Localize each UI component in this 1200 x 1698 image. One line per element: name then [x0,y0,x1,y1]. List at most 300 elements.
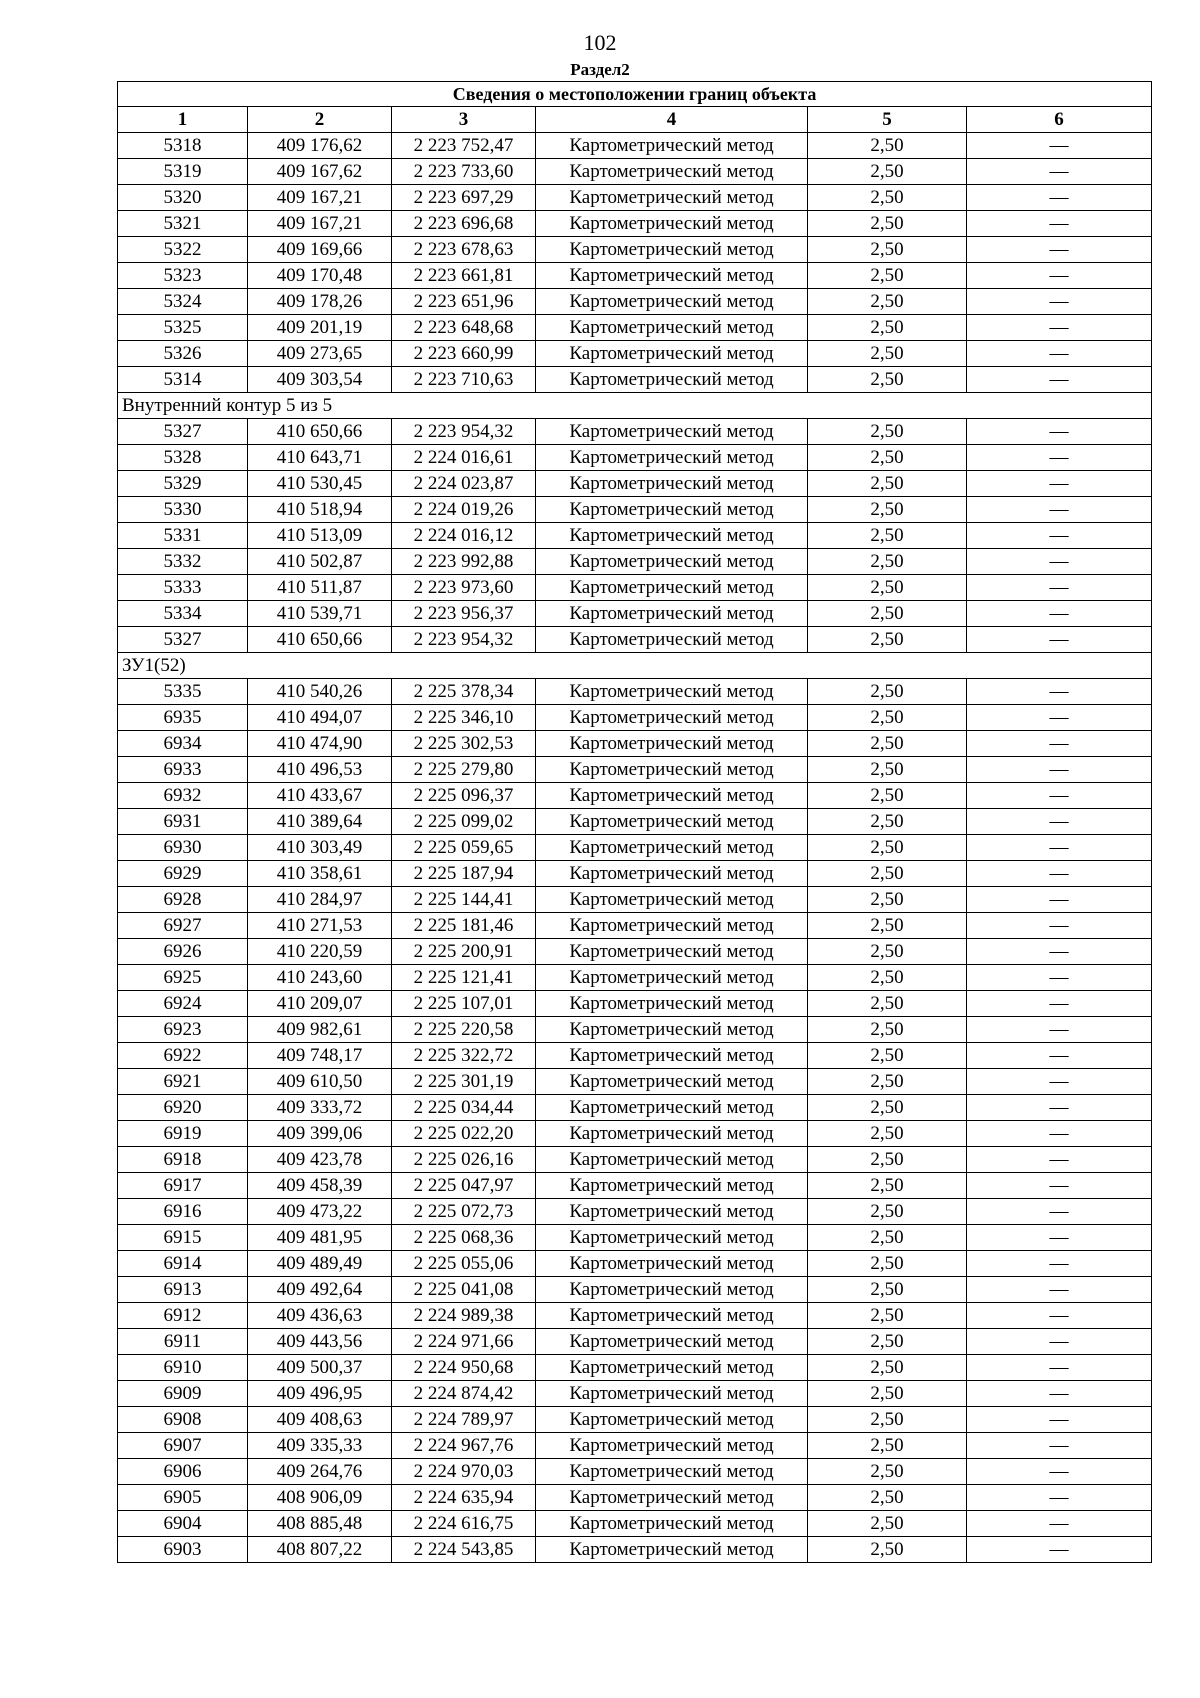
point-number-cell: 5330 [118,497,248,523]
method-cell: Картометрический метод [536,1043,808,1069]
x-coordinate-cell: 409 264,76 [248,1459,392,1485]
x-coordinate-cell: 410 502,87 [248,549,392,575]
method-cell: Картометрический метод [536,731,808,757]
note-cell: — [967,1173,1152,1199]
x-coordinate-cell: 409 167,62 [248,159,392,185]
note-cell: — [967,1251,1152,1277]
note-cell: — [967,705,1152,731]
accuracy-cell: 2,50 [808,1433,967,1459]
point-number-cell: 6935 [118,705,248,731]
note-cell: — [967,289,1152,315]
table-row [118,809,1152,835]
x-coordinate-cell: 409 408,63 [248,1407,392,1433]
method-cell: Картометрический метод [536,159,808,185]
y-coordinate-cell: 2 223 954,32 [392,627,536,653]
note-cell: — [967,939,1152,965]
method-cell: Картометрический метод [536,237,808,263]
point-number-cell: 5320 [118,185,248,211]
column-number: 6 [967,107,1152,133]
note-cell: — [967,341,1152,367]
method-cell: Картометрический метод [536,1355,808,1381]
y-coordinate-cell: 2 225 144,41 [392,887,536,913]
method-cell: Картометрический метод [536,523,808,549]
y-coordinate-cell: 2 225 059,65 [392,835,536,861]
y-coordinate-cell: 2 225 187,94 [392,861,536,887]
accuracy-cell: 2,50 [808,1199,967,1225]
table-row [118,289,1152,315]
point-number-cell: 5328 [118,445,248,471]
y-coordinate-cell: 2 224 019,26 [392,497,536,523]
point-number-cell: 6923 [118,1017,248,1043]
note-cell: — [967,523,1152,549]
table-row [118,991,1152,1017]
accuracy-cell: 2,50 [808,1329,967,1355]
note-cell: — [967,1069,1152,1095]
accuracy-cell: 2,50 [808,1121,967,1147]
accuracy-cell: 2,50 [808,991,967,1017]
point-number-cell: 6920 [118,1095,248,1121]
method-cell: Картометрический метод [536,1537,808,1563]
method-cell: Картометрический метод [536,913,808,939]
table-row [118,1121,1152,1147]
accuracy-cell: 2,50 [808,133,967,159]
note-cell: — [967,1381,1152,1407]
x-coordinate-cell: 409 748,17 [248,1043,392,1069]
x-coordinate-cell: 410 539,71 [248,601,392,627]
point-number-cell: 6908 [118,1407,248,1433]
point-number-cell: 6905 [118,1485,248,1511]
note-cell: — [967,211,1152,237]
x-coordinate-cell: 410 650,66 [248,419,392,445]
accuracy-cell: 2,50 [808,289,967,315]
y-coordinate-cell: 2 225 022,20 [392,1121,536,1147]
point-number-cell: 5331 [118,523,248,549]
y-coordinate-cell: 2 223 752,47 [392,133,536,159]
accuracy-cell: 2,50 [808,1303,967,1329]
accuracy-cell: 2,50 [808,939,967,965]
y-coordinate-cell: 2 223 992,88 [392,549,536,575]
note-cell: — [967,237,1152,263]
table-row [118,627,1152,653]
accuracy-cell: 2,50 [808,1381,967,1407]
y-coordinate-cell: 2 225 055,06 [392,1251,536,1277]
point-number-cell: 5332 [118,549,248,575]
point-number-cell: 6906 [118,1459,248,1485]
y-coordinate-cell: 2 225 107,01 [392,991,536,1017]
method-cell: Картометрический метод [536,341,808,367]
accuracy-cell: 2,50 [808,627,967,653]
y-coordinate-cell: 2 223 710,63 [392,367,536,393]
table-row [118,523,1152,549]
table-row [118,1537,1152,1563]
x-coordinate-cell: 410 474,90 [248,731,392,757]
x-coordinate-cell: 409 335,33 [248,1433,392,1459]
table-row [118,1017,1152,1043]
table-row [118,913,1152,939]
method-cell: Картометрический метод [536,315,808,341]
point-number-cell: 5334 [118,601,248,627]
accuracy-cell: 2,50 [808,1537,967,1563]
point-number-cell: 5321 [118,211,248,237]
table-row [118,185,1152,211]
table-row [118,1277,1152,1303]
method-cell: Картометрический метод [536,809,808,835]
x-coordinate-cell: 409 443,56 [248,1329,392,1355]
table-row [118,1147,1152,1173]
point-number-cell: 6927 [118,913,248,939]
point-number-cell: 6918 [118,1147,248,1173]
point-number-cell: 5323 [118,263,248,289]
accuracy-cell: 2,50 [808,887,967,913]
note-cell: — [967,1433,1152,1459]
note-cell: — [967,1277,1152,1303]
table-caption: Сведения о местоположении границ объекта [118,82,1152,107]
table-row [118,575,1152,601]
table-row [118,1043,1152,1069]
note-cell: — [967,1225,1152,1251]
accuracy-cell: 2,50 [808,1095,967,1121]
y-coordinate-cell: 2 224 016,12 [392,523,536,549]
x-coordinate-cell: 408 906,09 [248,1485,392,1511]
section-label-row [118,653,1152,679]
method-cell: Картометрический метод [536,575,808,601]
accuracy-cell: 2,50 [808,835,967,861]
x-coordinate-cell: 410 650,66 [248,627,392,653]
y-coordinate-cell: 2 223 697,29 [392,185,536,211]
point-number-cell: 6926 [118,939,248,965]
accuracy-cell: 2,50 [808,575,967,601]
point-number-cell: 6933 [118,757,248,783]
table-row [118,471,1152,497]
table-row [118,1511,1152,1537]
y-coordinate-cell: 2 223 648,68 [392,315,536,341]
table-row [118,861,1152,887]
accuracy-cell: 2,50 [808,965,967,991]
x-coordinate-cell: 409 489,49 [248,1251,392,1277]
note-cell: — [967,1303,1152,1329]
method-cell: Картометрический метод [536,601,808,627]
table-row [118,497,1152,523]
point-number-cell: 6912 [118,1303,248,1329]
method-cell: Картометрический метод [536,679,808,705]
table-row [118,445,1152,471]
method-cell: Картометрический метод [536,497,808,523]
table-row [118,835,1152,861]
method-cell: Картометрический метод [536,1329,808,1355]
x-coordinate-cell: 409 167,21 [248,185,392,211]
point-number-cell: 6925 [118,965,248,991]
method-cell: Картометрический метод [536,1433,808,1459]
y-coordinate-cell: 2 225 378,34 [392,679,536,705]
point-number-cell: 6911 [118,1329,248,1355]
table-row [118,211,1152,237]
note-cell: — [967,679,1152,705]
point-number-cell: 6922 [118,1043,248,1069]
x-coordinate-cell: 410 209,07 [248,991,392,1017]
section-label-row [118,393,1152,419]
table-row [118,887,1152,913]
table-row [118,549,1152,575]
method-cell: Картометрический метод [536,1303,808,1329]
y-coordinate-cell: 2 223 651,96 [392,289,536,315]
point-number-cell: 6934 [118,731,248,757]
method-cell: Картометрический метод [536,445,808,471]
note-cell: — [967,367,1152,393]
point-number-cell: 6924 [118,991,248,1017]
method-cell: Картометрический метод [536,991,808,1017]
note-cell: — [967,601,1152,627]
x-coordinate-cell: 409 178,26 [248,289,392,315]
method-cell: Картометрический метод [536,1459,808,1485]
y-coordinate-cell: 2 225 301,19 [392,1069,536,1095]
x-coordinate-cell: 408 807,22 [248,1537,392,1563]
method-cell: Картометрический метод [536,471,808,497]
note-cell: — [967,809,1152,835]
table-row [118,419,1152,445]
accuracy-cell: 2,50 [808,809,967,835]
table-row [118,1355,1152,1381]
method-cell: Картометрический метод [536,705,808,731]
point-number-cell: 5314 [118,367,248,393]
accuracy-cell: 2,50 [808,705,967,731]
point-number-cell: 6909 [118,1381,248,1407]
point-number-cell: 6917 [118,1173,248,1199]
method-cell: Картометрический метод [536,133,808,159]
accuracy-cell: 2,50 [808,315,967,341]
note-cell: — [967,1043,1152,1069]
point-number-cell: 6903 [118,1537,248,1563]
note-cell: — [967,471,1152,497]
table-row [118,1433,1152,1459]
table-row [118,1069,1152,1095]
method-cell: Картометрический метод [536,185,808,211]
method-cell: Картометрический метод [536,965,808,991]
table-row [118,965,1152,991]
x-coordinate-cell: 409 481,95 [248,1225,392,1251]
accuracy-cell: 2,50 [808,1407,967,1433]
x-coordinate-cell: 410 518,94 [248,497,392,523]
x-coordinate-cell: 410 271,53 [248,913,392,939]
note-cell: — [967,835,1152,861]
accuracy-cell: 2,50 [808,1069,967,1095]
method-cell: Картометрический метод [536,939,808,965]
note-cell: — [967,575,1152,601]
table-row [118,1173,1152,1199]
method-cell: Картометрический метод [536,1485,808,1511]
table-row [118,1329,1152,1355]
table-row [118,1381,1152,1407]
method-cell: Картометрический метод [536,367,808,393]
y-coordinate-cell: 2 225 096,37 [392,783,536,809]
accuracy-cell: 2,50 [808,341,967,367]
note-cell: — [967,627,1152,653]
section-label: ЗУ1(52) [118,653,1152,679]
accuracy-cell: 2,50 [808,523,967,549]
table-body [118,133,1152,1563]
y-coordinate-cell: 2 223 733,60 [392,159,536,185]
table-row [118,679,1152,705]
x-coordinate-cell: 410 496,53 [248,757,392,783]
x-coordinate-cell: 409 492,64 [248,1277,392,1303]
point-number-cell: 5326 [118,341,248,367]
accuracy-cell: 2,50 [808,159,967,185]
x-coordinate-cell: 409 982,61 [248,1017,392,1043]
column-number: 2 [248,107,392,133]
point-number-cell: 6929 [118,861,248,887]
accuracy-cell: 2,50 [808,1355,967,1381]
y-coordinate-cell: 2 225 220,58 [392,1017,536,1043]
point-number-cell: 6904 [118,1511,248,1537]
x-coordinate-cell: 410 511,87 [248,575,392,601]
method-cell: Картометрический метод [536,783,808,809]
y-coordinate-cell: 2 224 967,76 [392,1433,536,1459]
point-number-cell: 6928 [118,887,248,913]
y-coordinate-cell: 2 224 635,94 [392,1485,536,1511]
section-title: Раздел2 [570,60,630,79]
note-cell: — [967,1485,1152,1511]
x-coordinate-cell: 409 458,39 [248,1173,392,1199]
table-row [118,1485,1152,1511]
point-number-cell: 6931 [118,809,248,835]
column-number: 3 [392,107,536,133]
note-cell: — [967,1407,1152,1433]
method-cell: Картометрический метод [536,1407,808,1433]
accuracy-cell: 2,50 [808,211,967,237]
y-coordinate-cell: 2 223 678,63 [392,237,536,263]
y-coordinate-cell: 2 223 661,81 [392,263,536,289]
column-number: 5 [808,107,967,133]
accuracy-cell: 2,50 [808,185,967,211]
y-coordinate-cell: 2 225 034,44 [392,1095,536,1121]
y-coordinate-cell: 2 225 072,73 [392,1199,536,1225]
x-coordinate-cell: 410 540,26 [248,679,392,705]
note-cell: — [967,783,1152,809]
note-cell: — [967,1199,1152,1225]
method-cell: Картометрический метод [536,263,808,289]
method-cell: Картометрический метод [536,861,808,887]
section-label: Внутренний контур 5 из 5 [118,393,1152,419]
point-number-cell: 5319 [118,159,248,185]
note-cell: — [967,185,1152,211]
point-number-cell: 6913 [118,1277,248,1303]
x-coordinate-cell: 410 243,60 [248,965,392,991]
table-row [118,1095,1152,1121]
note-cell: — [967,315,1152,341]
method-cell: Картометрический метод [536,1277,808,1303]
table-row [118,263,1152,289]
accuracy-cell: 2,50 [808,783,967,809]
point-number-cell: 6907 [118,1433,248,1459]
note-cell: — [967,861,1152,887]
note-cell: — [967,1355,1152,1381]
y-coordinate-cell: 2 224 616,75 [392,1511,536,1537]
x-coordinate-cell: 409 423,78 [248,1147,392,1173]
note-cell: — [967,133,1152,159]
point-number-cell: 5318 [118,133,248,159]
method-cell: Картометрический метод [536,1095,808,1121]
x-coordinate-cell: 409 167,21 [248,211,392,237]
accuracy-cell: 2,50 [808,1147,967,1173]
table-row [118,1225,1152,1251]
x-coordinate-cell: 410 220,59 [248,939,392,965]
y-coordinate-cell: 2 223 956,37 [392,601,536,627]
note-cell: — [967,1329,1152,1355]
method-cell: Картометрический метод [536,1017,808,1043]
accuracy-cell: 2,50 [808,601,967,627]
method-cell: Картометрический метод [536,1251,808,1277]
y-coordinate-cell: 2 224 543,85 [392,1537,536,1563]
x-coordinate-cell: 409 436,63 [248,1303,392,1329]
x-coordinate-cell: 410 284,97 [248,887,392,913]
table-row [118,237,1152,263]
method-cell: Картометрический метод [536,289,808,315]
table-row [118,367,1152,393]
table-row [118,731,1152,757]
note-cell: — [967,887,1152,913]
accuracy-cell: 2,50 [808,237,967,263]
table-row [118,315,1152,341]
accuracy-cell: 2,50 [808,913,967,939]
method-cell: Картометрический метод [536,1069,808,1095]
y-coordinate-cell: 2 225 181,46 [392,913,536,939]
y-coordinate-cell: 2 224 989,38 [392,1303,536,1329]
x-coordinate-cell: 409 496,95 [248,1381,392,1407]
point-number-cell: 6910 [118,1355,248,1381]
y-coordinate-cell: 2 225 322,72 [392,1043,536,1069]
y-coordinate-cell: 2 225 200,91 [392,939,536,965]
y-coordinate-cell: 2 225 279,80 [392,757,536,783]
y-coordinate-cell: 2 224 950,68 [392,1355,536,1381]
accuracy-cell: 2,50 [808,471,967,497]
note-cell: — [967,263,1152,289]
note-cell: — [967,445,1152,471]
method-cell: Картометрический метод [536,419,808,445]
x-coordinate-cell: 409 333,72 [248,1095,392,1121]
y-coordinate-cell: 2 225 346,10 [392,705,536,731]
y-coordinate-cell: 2 225 068,36 [392,1225,536,1251]
point-number-cell: 5333 [118,575,248,601]
accuracy-cell: 2,50 [808,419,967,445]
method-cell: Картометрический метод [536,1225,808,1251]
y-coordinate-cell: 2 224 970,03 [392,1459,536,1485]
y-coordinate-cell: 2 223 696,68 [392,211,536,237]
point-number-cell: 6919 [118,1121,248,1147]
y-coordinate-cell: 2 224 874,42 [392,1381,536,1407]
point-number-cell: 5327 [118,627,248,653]
table-row [118,1407,1152,1433]
x-coordinate-cell: 410 433,67 [248,783,392,809]
accuracy-cell: 2,50 [808,367,967,393]
column-number: 1 [118,107,248,133]
x-coordinate-cell: 409 500,37 [248,1355,392,1381]
point-number-cell: 5327 [118,419,248,445]
y-coordinate-cell: 2 225 121,41 [392,965,536,991]
table-row [118,705,1152,731]
note-cell: — [967,731,1152,757]
method-cell: Картометрический метод [536,1173,808,1199]
point-number-cell: 5325 [118,315,248,341]
table-row [118,601,1152,627]
y-coordinate-cell: 2 225 041,08 [392,1277,536,1303]
y-coordinate-cell: 2 224 023,87 [392,471,536,497]
point-number-cell: 5329 [118,471,248,497]
method-cell: Картометрический метод [536,757,808,783]
y-coordinate-cell: 2 224 016,61 [392,445,536,471]
x-coordinate-cell: 410 643,71 [248,445,392,471]
note-cell: — [967,419,1152,445]
point-number-cell: 5324 [118,289,248,315]
note-cell: — [967,1537,1152,1563]
